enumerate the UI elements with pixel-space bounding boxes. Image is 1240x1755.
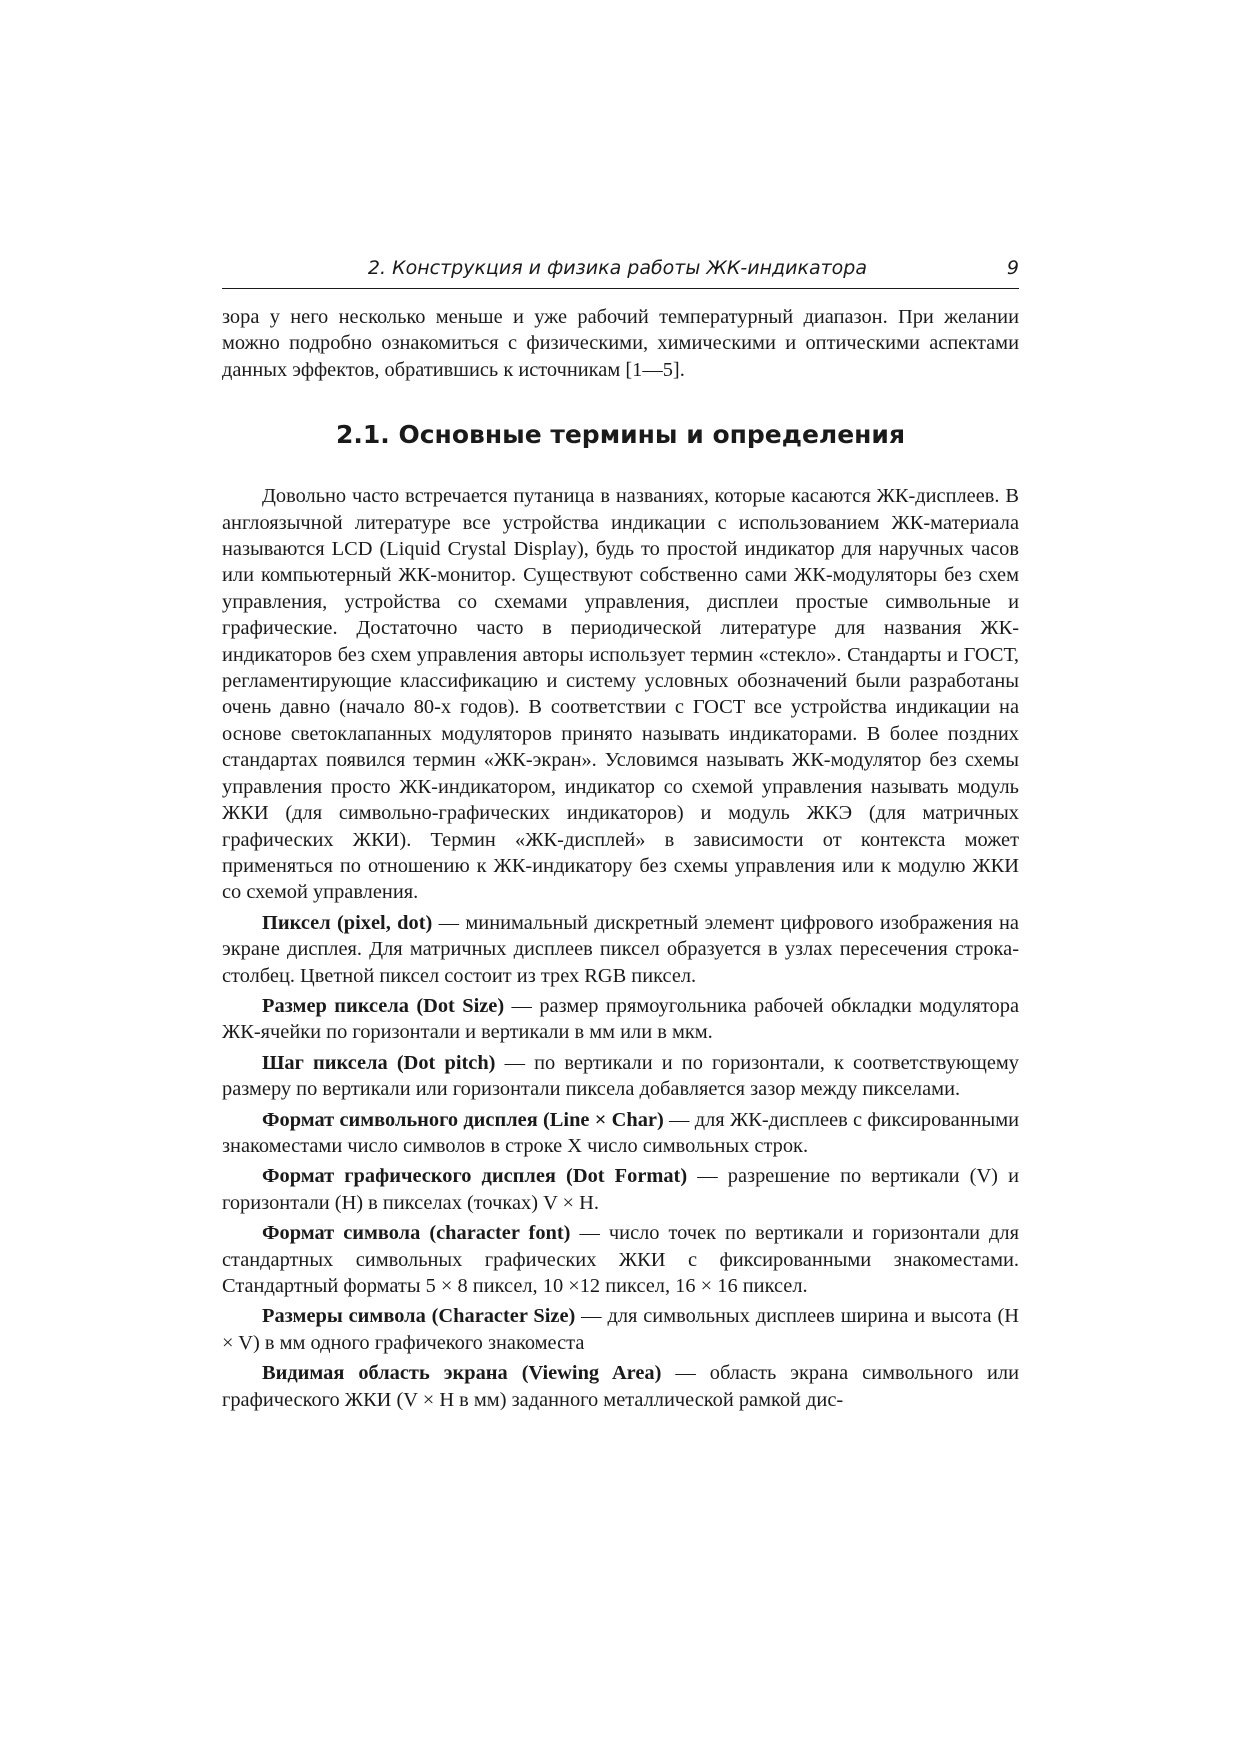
term-entry-dot-size [222,993,1019,1046]
term-definition: — для символьных дисплеев ширина и высота (H × V) в мм одного графичекого знакоместа [222,1305,1020,1354]
term-entry-line-char [222,1107,1019,1160]
term-entry-pixel [222,910,1019,989]
term-definition: — по вертикали и по горизонтали, к соответствующему размеру по вертикали или горизонтали пиксела добавляется зазор между пикселами. [222,1051,1019,1101]
term-definition: — минимальный дискретный элемент цифрового изображения на экране дисплея. Для матричных дисплеев пиксел образуется в узлах пересечения строка-столбец. Цветной пиксел состоит из трех RGB пиксел. [222,911,1019,987]
section-paragraph: Довольно часто встречается путаница в названиях, которые касаются ЖК-дисплеев. В англоязычной литературе все устройства индикации с использованием ЖК-материала называются LCD (Liquid Crystal Display), будь то простой индикатор для наручных часов или компьютерный ЖК-монитор. Существуют собственно сами ЖК-модуляторы без схем управления, устройства со схемами управления, дисплеи простые символьные и графические. Достаточно часто в периодической литературе для названия ЖК-индикаторов без схем управления авторы использует термин «стекло». Стандарты и ГОСТ, регламентирующие классификацию и систему условных обозначений были разработаны очень давно (начало 80-х годов). В соответствии с ГОСТ все устройства индикации на основе светоклапанных модуляторов принято называть индикаторами. В более поздних стандартах появился термин «ЖК-экран». Условимся называть ЖК-модулятор без схемы управления просто ЖК-индикатором, индикатор со схемой управления называть модуль ЖКИ (для символьно-графических индикаторов) и модуль ЖКЭ (для матричных графических ЖКИ). Термин «ЖК-дисплей» в зависимости от контекста может применяться по отношению к ЖК-индикатору без схемы управления или к модулю ЖКИ со схемой управления. [222,485,1019,904]
term-name: Формат графического дисплея (Dot Format) [262,1165,688,1188]
term-name: Шаг пиксела (Dot pitch) [262,1051,496,1074]
term-entry-character-size [222,1303,1019,1356]
term-definition: — область экрана символьного или графического ЖКИ (V × H в мм) заданного металлической рамкой дис- [222,1362,1019,1411]
chapter-title: 2. Конструкция и физика работы ЖК-индикатора [367,257,867,279]
term-definition: — для ЖК-дисплеев с фиксированными знакоместами число символов в строке Х число символьных строк. [222,1108,1020,1157]
section-heading: 2.1. Основные термины и определения [335,420,906,450]
term-name: Пиксел (pixel, dot) [262,911,433,934]
term-definition: — число точек по вертикали и горизонтали для стандартных символьных графических ЖКИ с фиксированными знакоместами. Стандартный форматы 5 × 8 пиксел, 10 ×12 пиксел, 16 × 16 пиксел. [222,1222,1019,1297]
running-header [222,254,1019,289]
term-definition: — разрешение по вертикали (V) и горизонтали (H) в пикселах (точках) V × H. [222,1165,1019,1214]
page-body [222,304,1019,1413]
term-definition: — размер прямоугольника рабочей обкладки модулятора ЖК-ячейки по горизонтали и вертикали в мм или в мкм. [222,994,1020,1044]
term-entry-dot-pitch [222,1050,1019,1103]
term-name: Размеры символа (Character Size) [262,1305,576,1328]
term-name: Формат символа (character font) [262,1222,571,1245]
intro-paragraph: зора у него несколько меньше и уже рабочий температурный диапазон. При желании можно подробно ознакомиться с физическими, химическими и оптическими аспектами данных эффектов, обратившись к источникам [1—5]. [222,306,1019,381]
term-entry-viewing-area [222,1360,1019,1413]
term-entry-character-font [222,1220,1019,1299]
page-number: 9 [1006,257,1019,279]
term-name: Видимая область экрана (Viewing Area) [262,1362,662,1385]
term-entry-dot-format [222,1163,1019,1216]
term-name: Размер пиксела (Dot Size) [262,994,505,1017]
term-name: Формат символьного дисплея (Line × Char) [262,1108,664,1131]
